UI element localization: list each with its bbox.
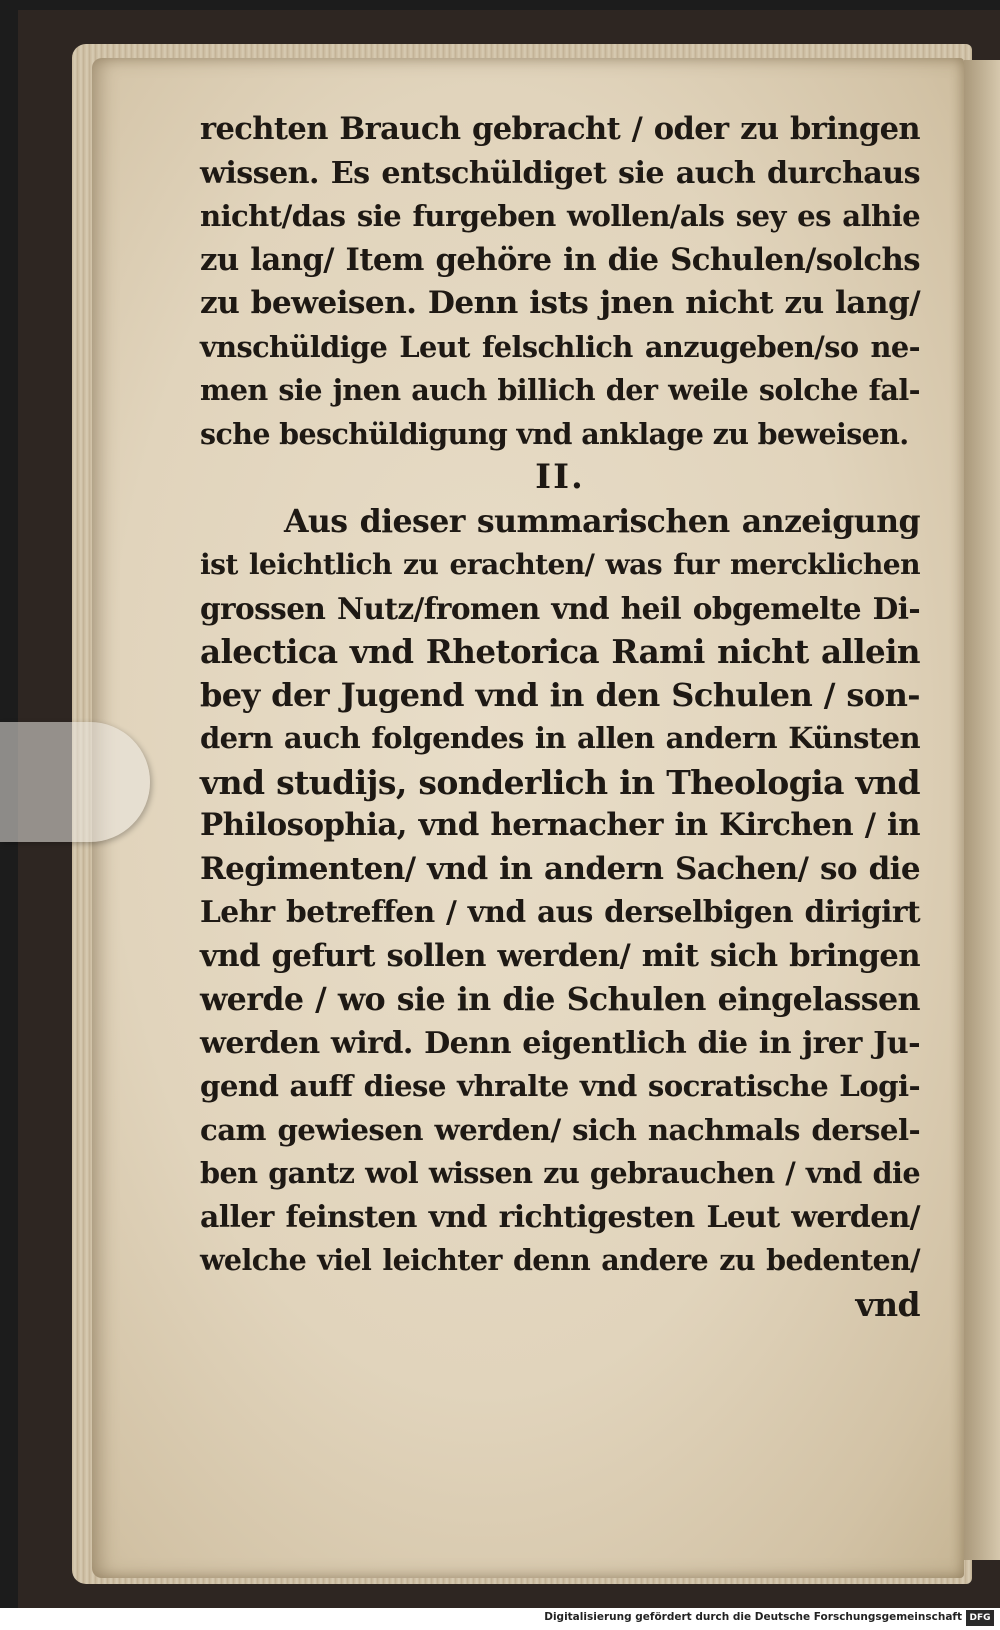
paragraph-line: ist leichtlich zu erachten/ was fur mercklichen [200, 548, 920, 581]
paragraph-line: bey der Jugend vnd in den Schulen / son- [200, 675, 920, 714]
paragraph-line: Regimenten/ vnd in andern Sachen/ so die [200, 850, 920, 887]
text-line: sche beschüldigung vnd anklage zu beweisen. [200, 416, 909, 451]
paragraph-line: werden wird. Denn eigentlich die in jrer Ju- [200, 1025, 920, 1061]
section-number: II. [535, 457, 585, 497]
footer-credit: Digitalisierung gefördert durch die Deutsche Forschungsgemeinschaft [544, 1611, 962, 1623]
paragraph-line: alectica vnd Rhetorica Rami nicht allein [200, 632, 920, 671]
paragraph-line: Lehr betreffen / vnd aus derselbigen dirigirt [200, 895, 920, 930]
paragraph-line: vnd gefurt sollen werden/ mit sich bringen [200, 937, 920, 974]
paragraph-line: aller feinsten vnd richtigesten Leut werden/ [200, 1199, 920, 1235]
paragraph-line: ben gantz wol wissen zu gebrauchen / vnd die [200, 1156, 920, 1190]
text-line: zu beweisen. Denn ists jnen nicht zu lang/ [200, 285, 920, 321]
text-line: nicht/das sie furgeben wollen/als sey es alhie [200, 199, 920, 233]
text-line: vnschüldige Leut felschlich anzugeben/so ne- [200, 329, 920, 364]
text-line: men sie jnen auch billich der weile solche fal- [200, 373, 920, 407]
paragraph-line: grossen Nutz/fromen vnd heil obgemelte Di- [200, 590, 920, 626]
paragraph-line: vnd studijs, sonderlich in Theologia vnd [200, 762, 920, 802]
text-line: wissen. Es entschüldiget sie auch durchaus [200, 155, 920, 191]
paragraph-line: cam gewiesen werden/ sich nachmals dersel- [200, 1112, 920, 1147]
paragraph-line: dern auch folgendes in allen andern Künsten [200, 721, 920, 755]
paragraph-line: Philosophia, vnd hernacher in Kirchen / in [200, 807, 920, 843]
text-line: rechten Brauch gebracht / oder zu bringen [200, 111, 920, 147]
text-line: zu lang/ Item gehöre in die Schulen/solchs [200, 241, 920, 278]
dfg-logo: DFG [966, 1610, 994, 1626]
paragraph-line: welche viel leichter denn andere zu bedenten/ [200, 1243, 920, 1277]
next-page-edge [964, 60, 1000, 1560]
bookmark-slip [0, 722, 150, 842]
paragraph-line: werde / wo sie in die Schulen eingelassen [200, 981, 920, 1018]
paragraph-line: gend auff diese vhralte vnd socratische Logi- [200, 1069, 920, 1103]
paragraph-line: Aus dieser summarischen anzeigung [284, 502, 920, 540]
catchword: vnd [855, 1284, 920, 1324]
page-text [200, 108, 920, 1326]
